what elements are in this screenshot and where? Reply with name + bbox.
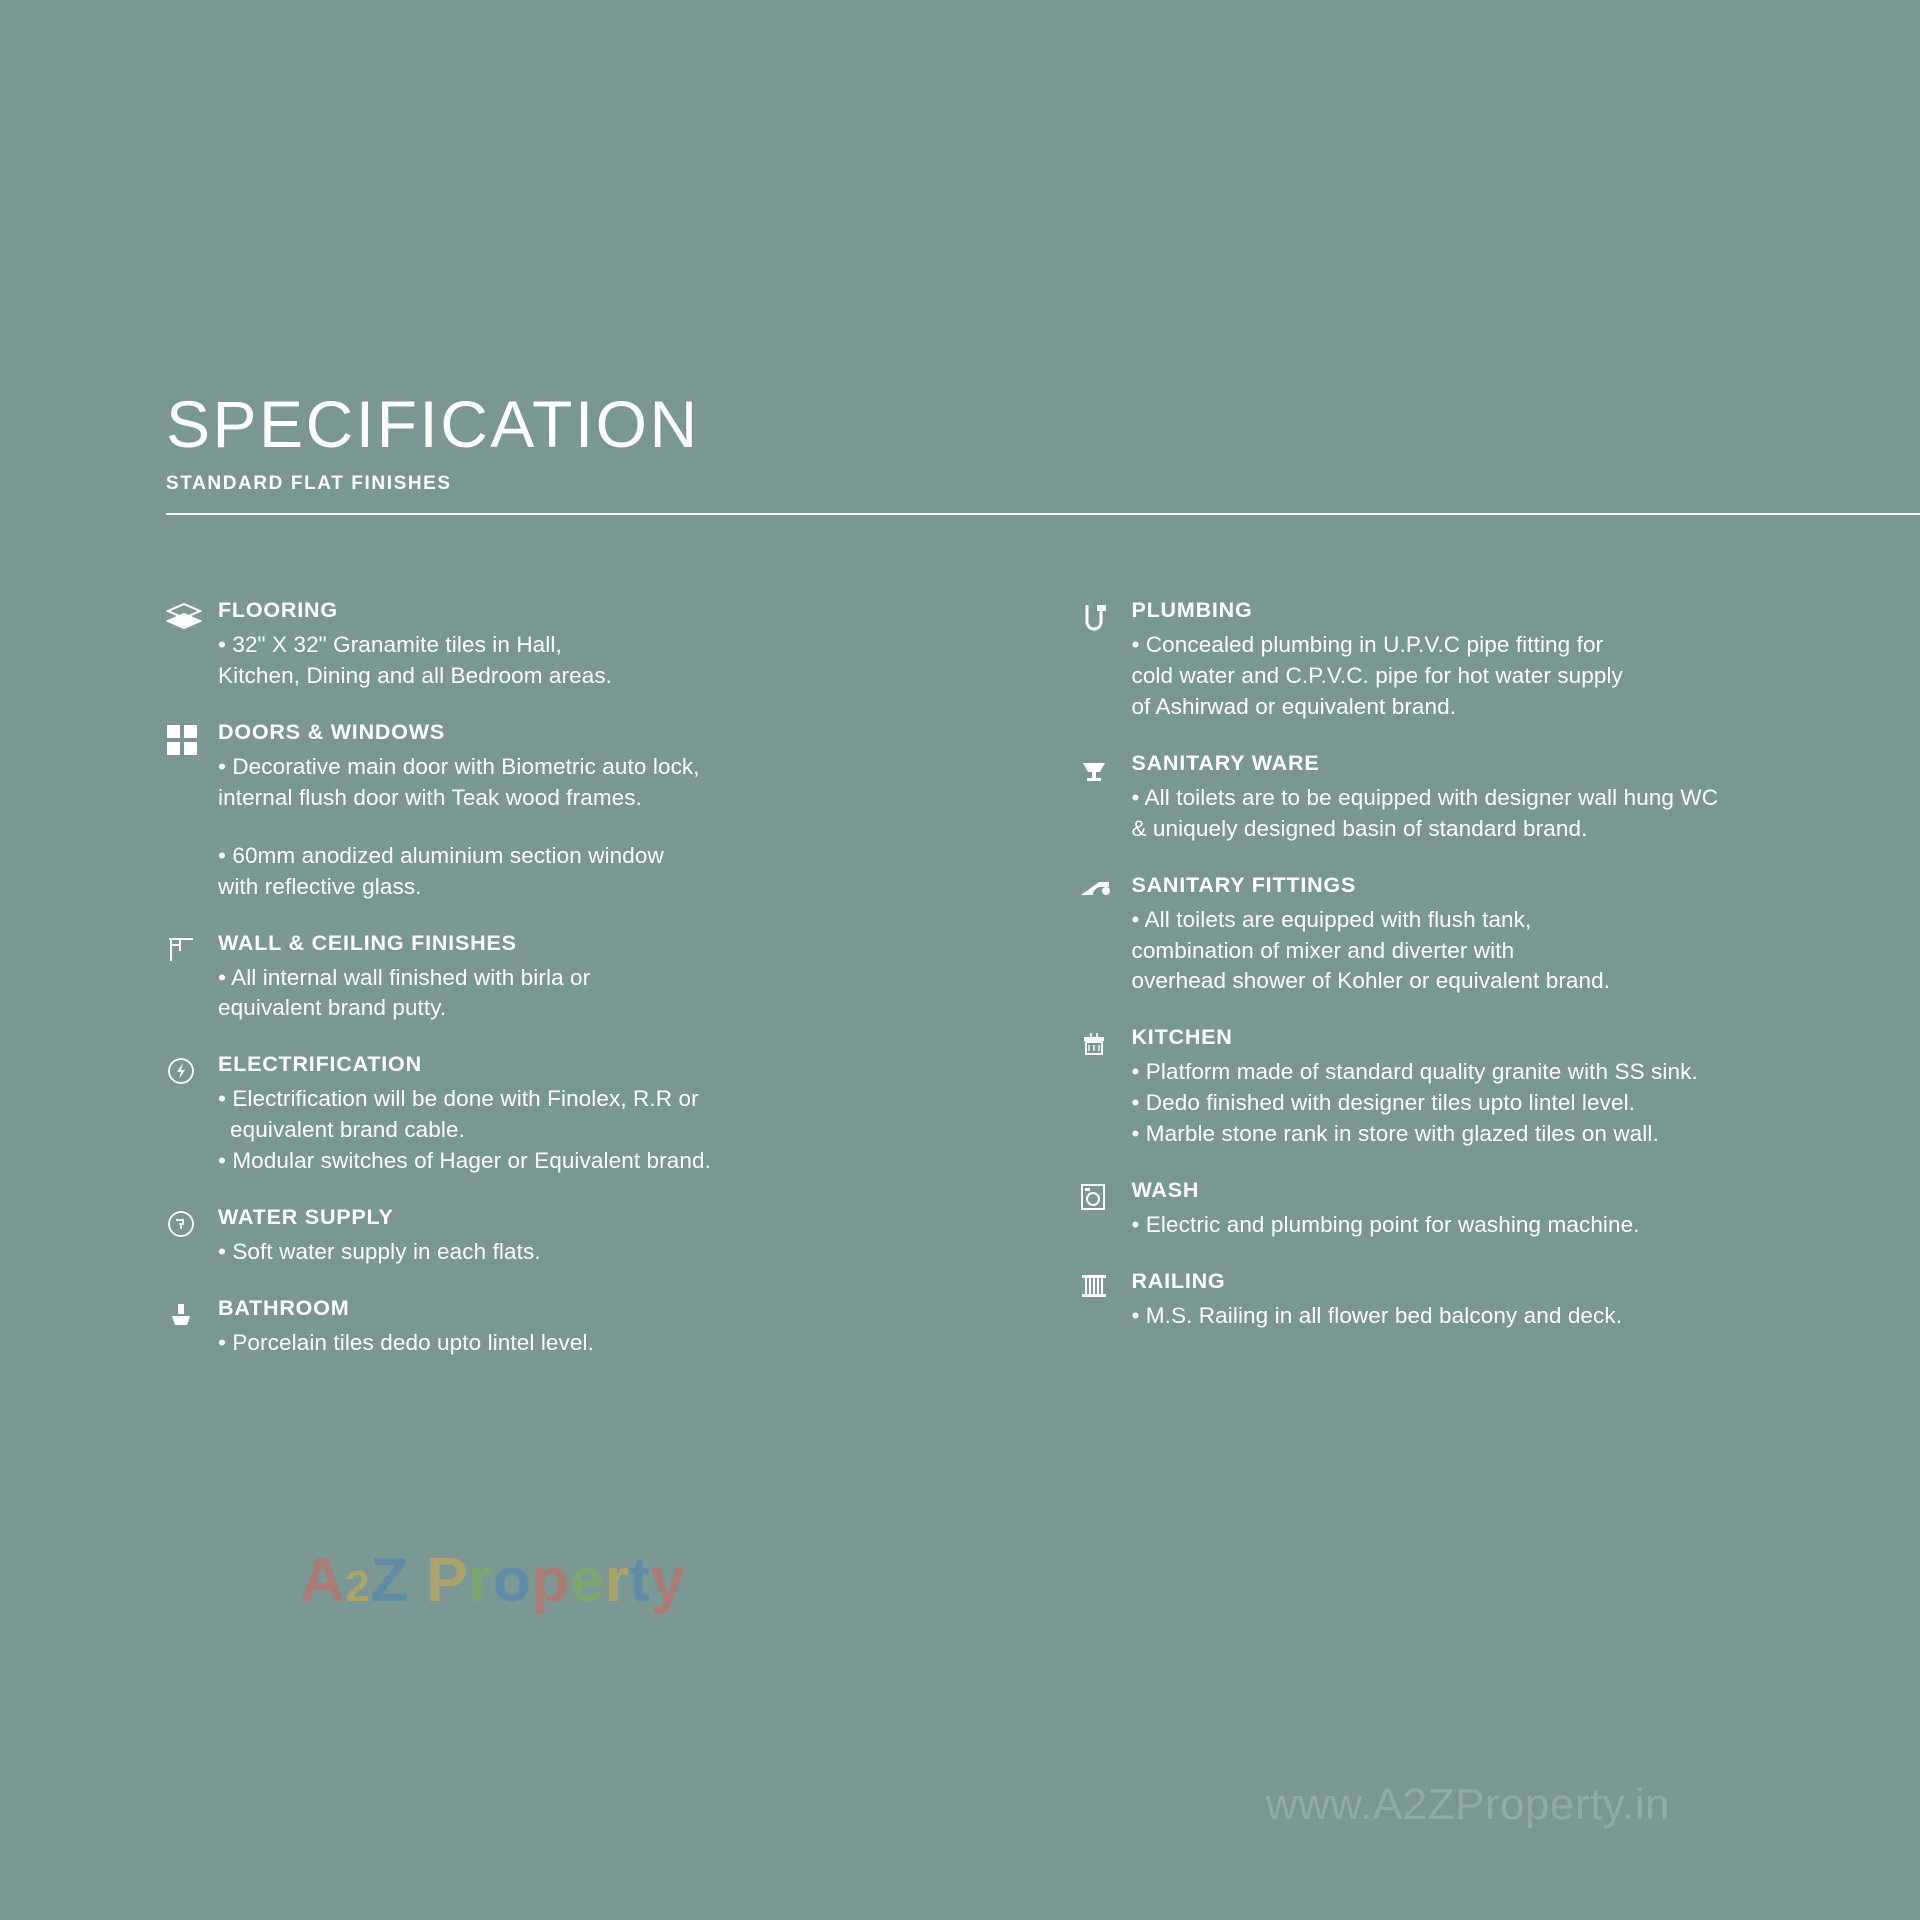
spec-title: RAILING <box>1131 1269 1226 1294</box>
spec-item-electrification <box>166 1052 953 1177</box>
spec-body <box>1131 751 1920 845</box>
page-title: SPECIFICATION <box>166 387 700 461</box>
spec-title: SANITARY WARE <box>1131 750 1320 775</box>
spec-line: equivalent brand putty. <box>218 995 447 1021</box>
spec-item-plumbing <box>1079 598 1920 723</box>
wash-basin-icon <box>1079 751 1131 785</box>
pipe-icon <box>1079 598 1131 634</box>
spec-line: • Platform made of standard quality granite with SS sink. <box>1131 1059 1698 1085</box>
spec-line: internal flush door with Teak wood frames. <box>218 784 642 810</box>
spec-line: • Modular switches of Hager or Equivalent brand. <box>218 1148 711 1174</box>
spec-body <box>218 720 953 903</box>
spec-body <box>218 931 953 1025</box>
spec-line: • All toilets are equipped with flush tank, <box>1131 906 1532 932</box>
faucet-icon <box>1079 873 1131 903</box>
washing-machine-icon <box>1079 1178 1131 1212</box>
spec-line: • Electrification will be done with Finolex, R.R or <box>218 1086 699 1112</box>
spec-line: • Dedo finished with designer tiles upto lintel level. <box>1131 1090 1636 1116</box>
spec-title: KITCHEN <box>1131 1025 1233 1050</box>
spec-body <box>218 1296 953 1359</box>
specification-columns <box>166 598 1920 1387</box>
watermark-logo-part: P <box>426 1546 469 1615</box>
bathtub-icon <box>166 1296 218 1330</box>
spec-line: overhead shower of Kohler or equivalent brand. <box>1131 968 1611 994</box>
watermark-logo-part: e <box>569 1546 605 1615</box>
spec-lines <box>1131 905 1920 997</box>
spec-body <box>1131 1025 1920 1150</box>
spec-body <box>1131 1269 1920 1332</box>
spec-title: DOORS & WINDOWS <box>218 719 445 744</box>
spec-item-sanitary-fittings <box>1079 873 1920 998</box>
spec-line: • Electric and plumbing point for washing machine. <box>1131 1212 1640 1238</box>
spec-title: PLUMBING <box>1131 598 1253 622</box>
spec-item-wall-ceiling <box>166 931 953 1025</box>
spec-lines <box>1131 630 1920 722</box>
watermark-logo <box>300 1545 685 1616</box>
spec-item-doors-windows <box>166 720 953 903</box>
cooking-pot-icon <box>1079 1025 1131 1059</box>
spec-line: & uniquely designed basin of standard brand. <box>1131 815 1588 841</box>
spec-line: combination of mixer and diverter with <box>1131 937 1515 963</box>
spec-lines <box>218 1084 953 1176</box>
electric-plug-icon <box>166 1052 218 1086</box>
left-column <box>166 598 953 1387</box>
watermark-url: www.A2ZProperty.in <box>1265 1780 1670 1829</box>
spec-line: • Marble stone rank in store with glazed tiles on wall. <box>1131 1121 1659 1147</box>
watermark-logo-part: y <box>650 1546 686 1615</box>
spec-line: • 60mm anodized aluminium section window <box>218 842 664 868</box>
spec-lines <box>218 752 953 902</box>
spec-item-flooring <box>166 598 953 692</box>
page-header <box>166 387 1920 515</box>
spec-line: • M.S. Railing in all flower bed balcony and deck. <box>1131 1303 1623 1329</box>
spec-title: WALL & CEILING FINISHES <box>218 930 517 955</box>
watermark-logo-part: t <box>629 1546 651 1615</box>
spec-lines <box>218 1328 953 1358</box>
spec-line: • All toilets are to be equipped with designer wall hung WC <box>1131 784 1719 810</box>
spec-lines <box>1131 1057 1920 1149</box>
header-divider <box>166 513 1920 515</box>
spec-line: • Concealed plumbing in U.P.V.C pipe fitting for <box>1131 632 1604 657</box>
watermark-logo-part: r <box>604 1546 630 1615</box>
spec-title: BATHROOM <box>218 1296 350 1321</box>
window-grid-icon <box>166 720 218 756</box>
spec-title: FLOORING <box>218 598 338 622</box>
spec-lines <box>218 963 953 1024</box>
spec-lines <box>218 1237 953 1267</box>
spec-line: of Ashirwad or equivalent brand. <box>1131 693 1457 719</box>
watermark-logo-part: A <box>300 1546 346 1615</box>
right-column <box>1079 598 1920 1387</box>
spec-lines <box>1131 1210 1920 1240</box>
spec-line: Kitchen, Dining and all Bedroom areas. <box>218 662 613 688</box>
watermark-logo-part: r <box>468 1546 493 1615</box>
spec-body <box>1131 598 1920 723</box>
watermark-logo-space <box>409 1546 427 1615</box>
spec-body <box>218 1205 953 1268</box>
watermark-logo-part: Z <box>370 1546 409 1615</box>
spec-body <box>1131 873 1920 998</box>
spec-title: WATER SUPPLY <box>218 1205 394 1230</box>
spec-line: equivalent brand cable. <box>230 1117 465 1143</box>
spec-body <box>218 598 953 692</box>
spec-title: SANITARY FITTINGS <box>1131 872 1357 897</box>
watermark-logo-part: p <box>531 1546 570 1615</box>
flooring-tiles-icon <box>166 598 218 632</box>
spec-body <box>1131 1178 1920 1241</box>
spec-line: • Porcelain tiles dedo upto lintel level. <box>218 1330 594 1356</box>
watermark-logo-part: 2 <box>345 1562 371 1611</box>
wall-ceiling-icon <box>166 931 218 965</box>
spec-line: • All internal wall finished with birla or <box>218 964 591 990</box>
spec-line: • 32" X 32" Granamite tiles in Hall, <box>218 632 562 657</box>
page-subtitle: STANDARD FLAT FINISHES <box>166 473 452 495</box>
railing-icon <box>1079 1269 1131 1299</box>
spec-title: ELECTRIFICATION <box>218 1052 422 1077</box>
spec-lines <box>1131 1301 1920 1331</box>
spec-line: • Soft water supply in each flats. <box>218 1239 541 1265</box>
spec-item-sanitary-ware <box>1079 751 1920 845</box>
spec-item-water-supply <box>166 1205 953 1268</box>
spec-lines <box>218 630 953 691</box>
spec-line: cold water and C.P.V.C. pipe for hot water supply <box>1131 662 1623 688</box>
water-tap-icon <box>166 1205 218 1239</box>
spec-body <box>218 1052 953 1177</box>
spec-line: • Decorative main door with Biometric auto lock, <box>218 753 700 779</box>
spec-lines <box>1131 783 1920 844</box>
spec-item-railing <box>1079 1269 1920 1332</box>
spec-item-kitchen <box>1079 1025 1920 1150</box>
spec-item-bathroom <box>166 1296 953 1359</box>
spec-title: WASH <box>1131 1178 1200 1203</box>
spec-line: with reflective glass. <box>218 873 422 899</box>
watermark-logo-part: o <box>492 1546 532 1615</box>
spec-item-wash <box>1079 1178 1920 1241</box>
